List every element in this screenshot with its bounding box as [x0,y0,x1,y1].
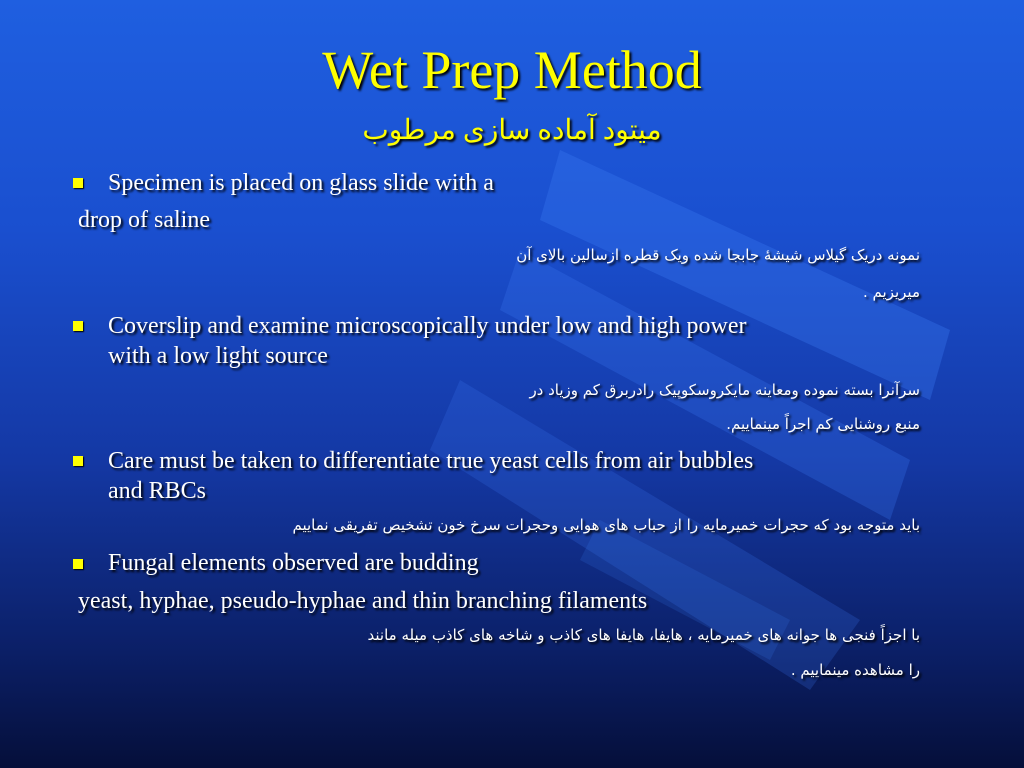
bullet-marker [73,559,83,569]
bullet-1-line-1: Specimen is placed on glass slide with a [108,170,494,196]
bullet-2-line-2: with a low light source [108,343,328,369]
bullet-3-line-1: Care must be taken to differentiate true yeast cells from air bubbles [108,448,754,474]
bullet-2-farsi-line-1: سرآنرا بسته نموده ومعاینه مایکروسکوپیک رادربرق کم وزیاد در [529,381,920,399]
slide-subtitle: میتود آماده سازی مرطوب [362,115,662,146]
bullet-4-line-2: yeast, hyphae, pseudo-hyphae and thin branching filaments [78,588,648,614]
bullet-1-line-2: drop of saline [78,207,210,233]
bullet-3-line-2: and RBCs [108,478,207,504]
bullet-marker [73,178,83,188]
bullet-marker [73,321,83,331]
bullet-4-farsi-line-2: را مشاهده مینماییم . [790,661,920,679]
bullet-4-line-1: Fungal elements observed are budding [108,550,479,576]
bullet-1-farsi-line-1: نمونه دریک گیلاس شیشهٔ جابجا شده ویک قطره ازسالین بالای آن [516,246,920,264]
bullet-2-farsi-line-2: منبع روشنایی کم اجراً مینماییم. [726,415,920,433]
slide-title: Wet Prep Method [322,40,702,100]
bullet-4-farsi-line-1: با اجزاً فنجی ها جوانه های خمیرمایه ، هایفا، هایفا های کاذب و شاخه های کاذب میله مانند [367,626,920,644]
bullet-1-farsi-line-2: میریزیم . [863,283,920,301]
bullet-2-line-1: Coverslip and examine microscopically under low and high power [108,313,747,339]
bullet-3-farsi-line-1: باید متوجه بود که حجرات خمیرمایه را از حباب های هوایی وحجرات سرخ خون تشخیص تفریقی نماییم [292,516,920,534]
bullet-marker [73,456,83,466]
